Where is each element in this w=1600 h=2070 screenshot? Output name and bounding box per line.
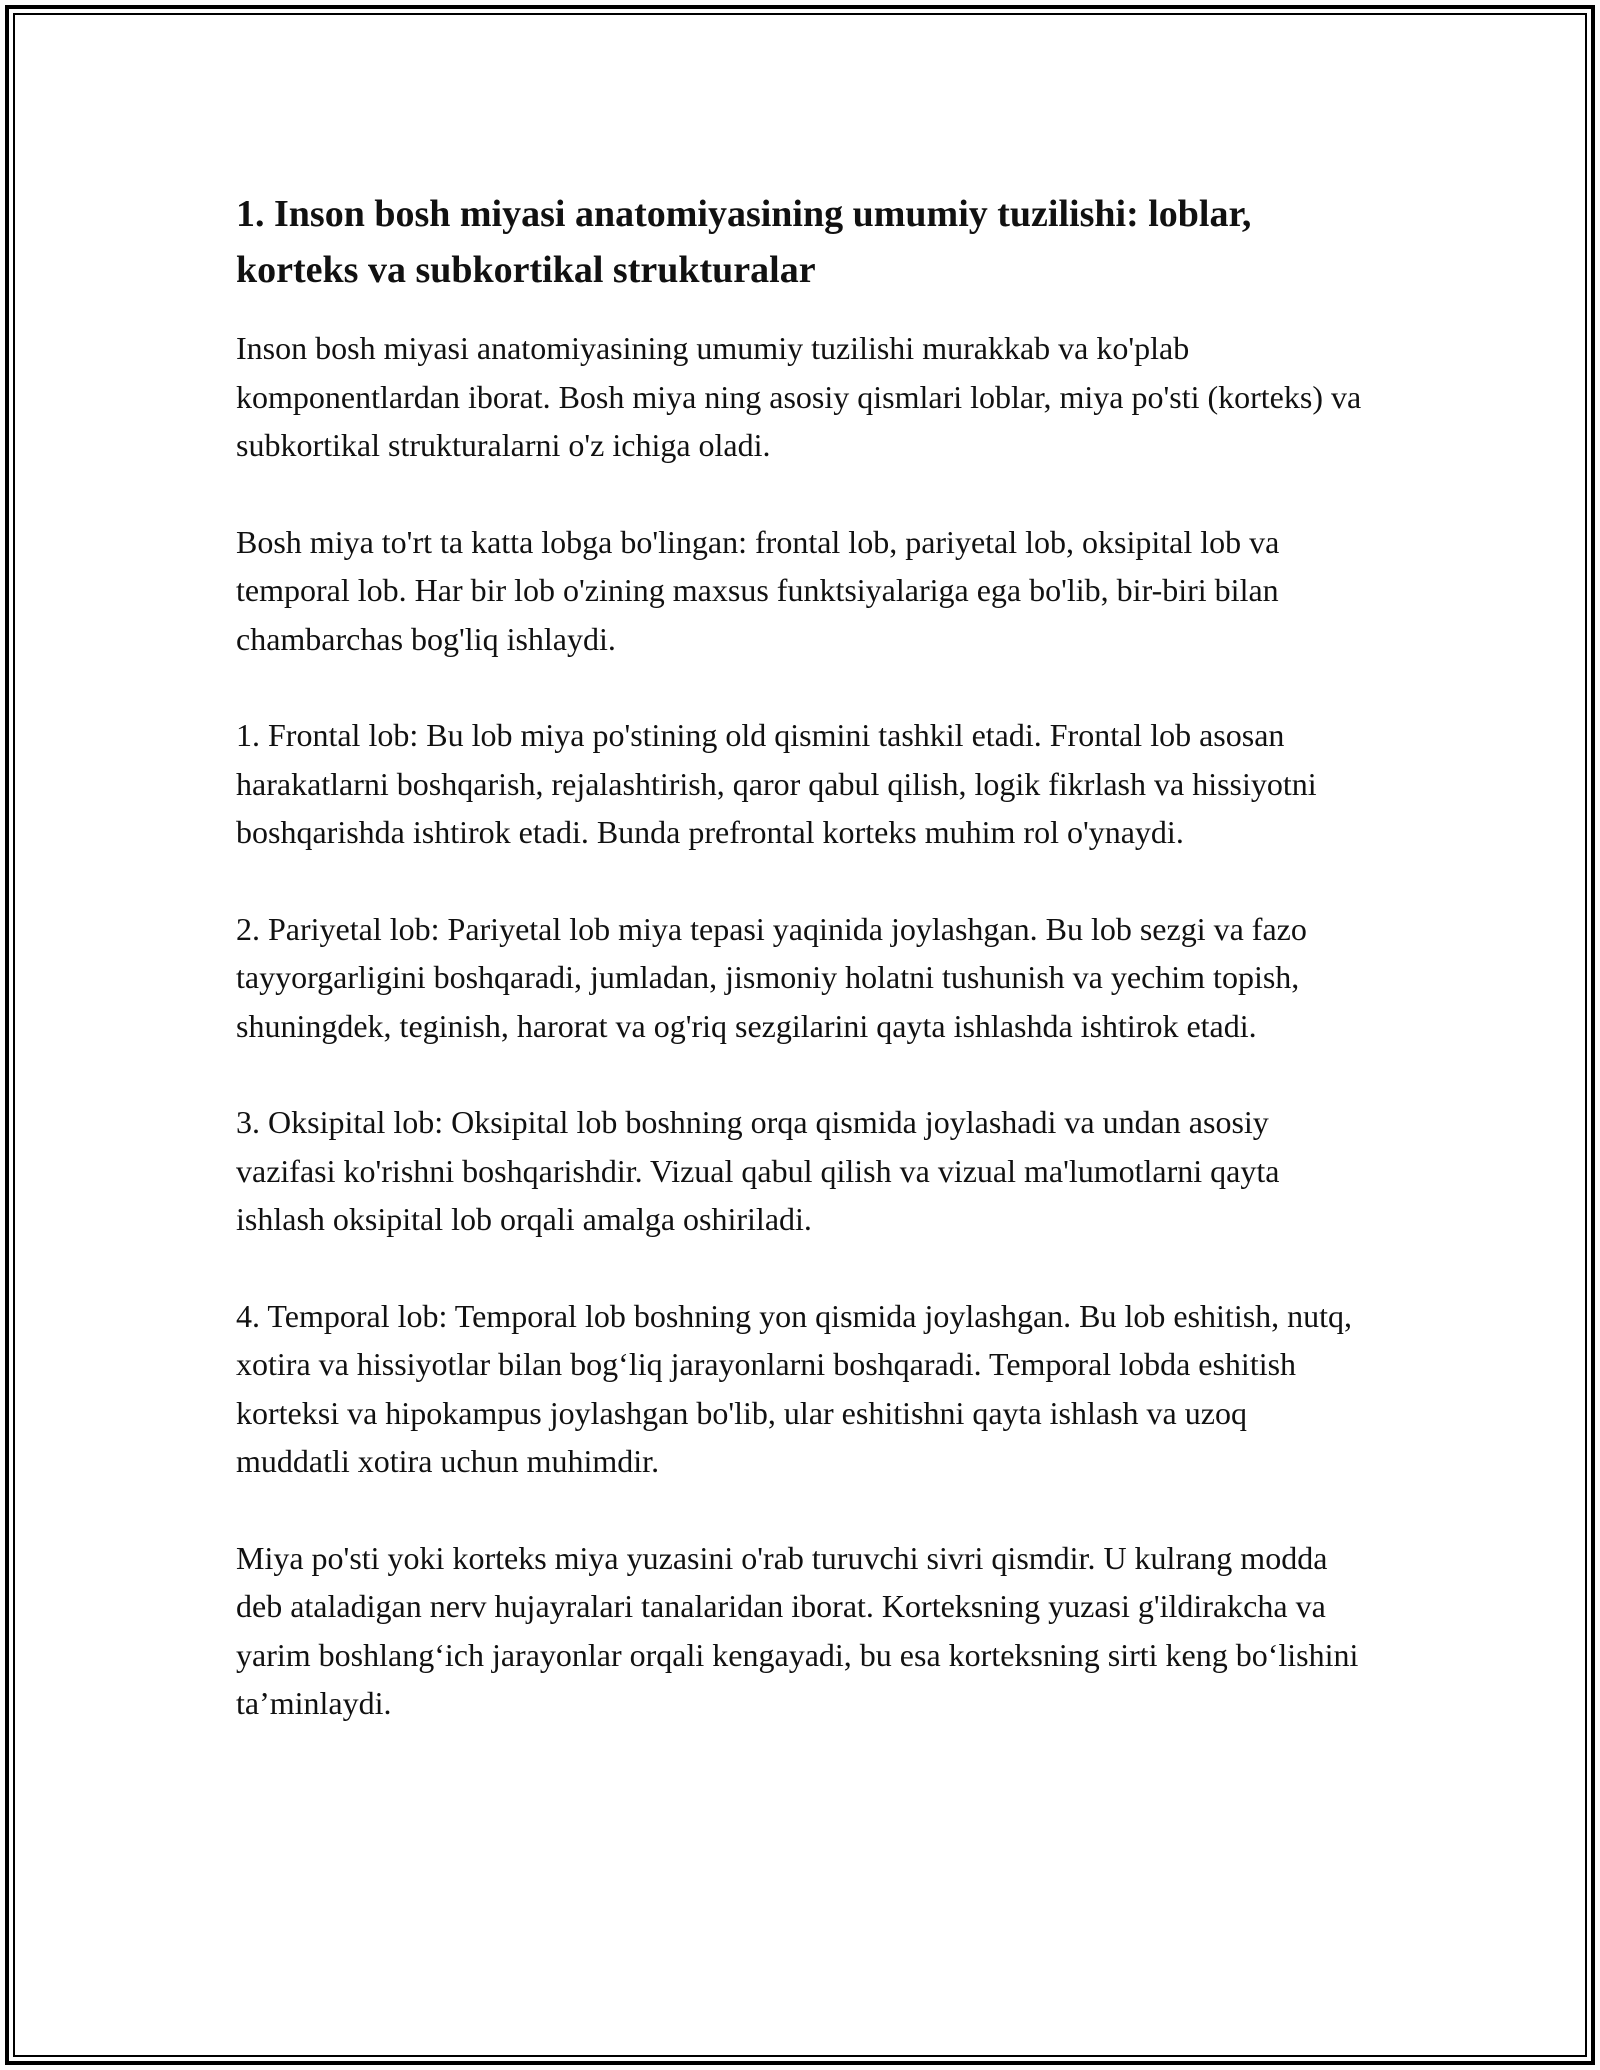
paragraph-parietal-lobe: 2. Pariyetal lob: Pariyetal lob miya tepasi yaqinida joylashgan. Bu lob sezgi va fazo tayyorgarligini boshqaradi, jumladan, jismoniy holatni tushunish va yechim topish, shuningdek, teginish, harorat va og'riq sezgilarini qayta ishlashda ishtirok etadi. — [236, 910, 1307, 1044]
paragraph-cortex: Miya po'sti yoki korteks miya yuzasini o'rab turuvchi sivri qismdir. U kulrang modda deb ataladigan nerv hujayralari tanalaridan iborat. Korteksning yuzasi g'ildirakcha va yarim boshlang‘ich jarayonlar orqali kengayadi, bu esa korteksning sirti keng bo‘lishini ta’minlaydi. — [236, 1539, 1359, 1721]
document-body — [236, 324, 1366, 1728]
document-content — [236, 186, 1366, 1776]
paragraph-temporal-lobe: 4. Temporal lob: Temporal lob boshning yon qismida joylashgan. Bu lob eshitish, nutq, xotira va hissiyotlar bilan bog‘liq jarayonlarni boshqaradi. Temporal lobda eshitish korteksi va hipokampus joylashgan bo'lib, ular eshitishni qayta ishlash va uzoq muddatli xotira uchun muhimdir. — [236, 1297, 1353, 1479]
paragraph-frontal-lobe: 1. Frontal lob: Bu lob miya po'stining old qismini tashkil etadi. Frontal lob asosan harakatlarni boshqarish, rejalashtirish, qaror qabul qilish, logik fikrlash va hissiyotni boshqarishda ishtirok etadi. Bunda prefrontal korteks muhim rol o'ynaydi. — [236, 717, 1317, 850]
paragraph-occipital-lobe: 3. Oksipital lob: Oksipital lob boshning orqa qismida joylashadi va undan asosiy vazifasi ko'rishni boshqarishdir. Vizual qabul qilish va vizual ma'lumotlarni qayta ishlash oksipital lob orqali amalga oshiriladi. — [236, 1104, 1280, 1237]
document-title: 1. Inson bosh miyasi anatomiyasining umumiy tuzilishi: loblar, korteks va subkortikal strukturalar — [236, 193, 1252, 291]
paragraph-intro: Inson bosh miyasi anatomiyasining umumiy tuzilishi murakkab va ko'plab komponentlardan iborat. Bosh miya ning asosiy qismlari loblar, miya po'sti (korteks) va subkortikal strukturalarni o'z ichiga oladi. — [236, 330, 1362, 463]
paragraph-lobes-overview: Bosh miya to'rt ta katta lobga bo'lingan: frontal lob, pariyetal lob, oksipital lob va temporal lob. Har bir lob o'zining maxsus funktsiyalariga ega bo'lib, bir-biri bilan chambarchas bog'liq ishlaydi. — [236, 523, 1280, 657]
